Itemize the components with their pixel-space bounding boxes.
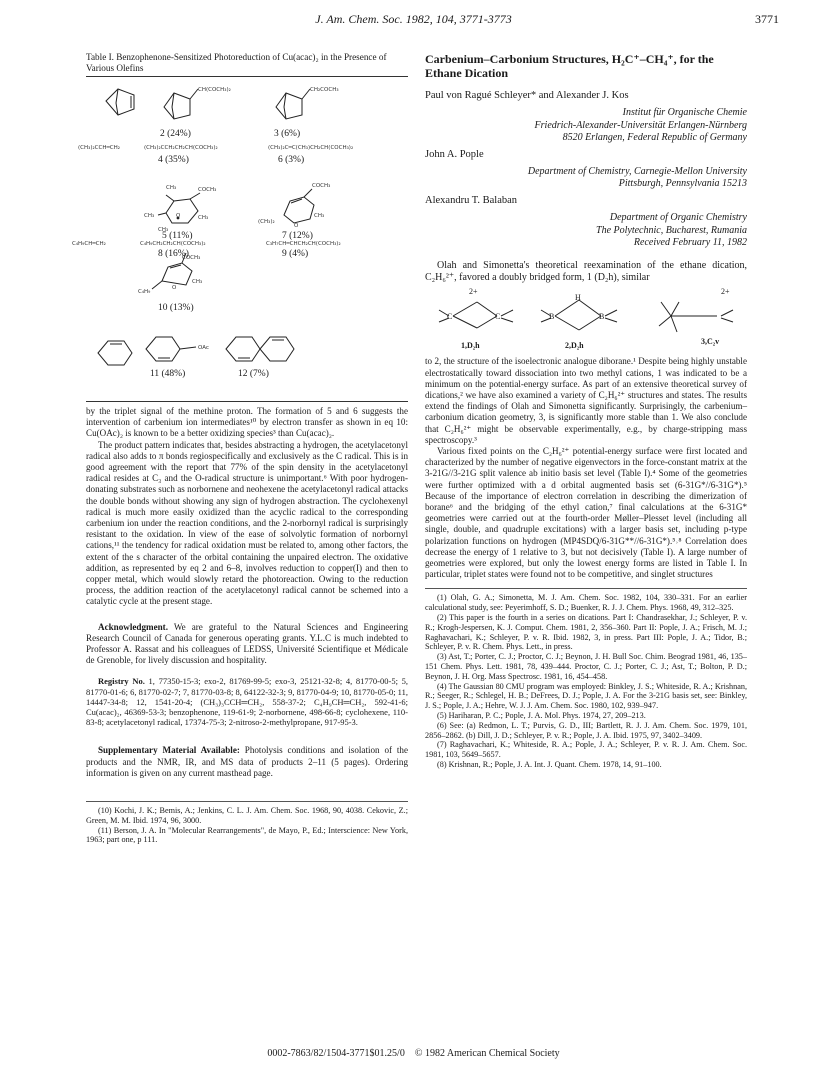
structure-label: 1,D₂h	[461, 341, 480, 351]
footnote: (6) See: (a) Redmon, L. T.; Purvis, G. D., III; Bartlett, R. J. J. Am. Chem. Soc. 1979, 101, 2856–2862. (b) Dill, J. D.; Schleyer, P. v. R.; Pople, J. A. Ibid. 1975, 97, 3402–3409.	[425, 720, 747, 740]
body-paragraph: to 2, the structure of the isoelectronic analogue diborane.¹ Despite being highly unstable electrostatically toward dissociation into two methyl cations, 1 was indicated to be a minimum on the potential-energy surface. As part of an extensive theoretical survey of dications,² we have also examined a variety of C₂H₆²⁺ structures and states. The results extend the findings of Olah and Simonetta significantly. Surprisingly, the carbenium–carbonium dication geometry, 3, is significantly more stable than 1. We also conclude that C₂H₆²⁺ might be observable experimentally, e.g., by charge-stripping mass spectroscopy.³	[425, 356, 747, 445]
affiliation-line: Institut für Organische Chemie	[622, 107, 747, 119]
cyclohexene-structure	[98, 341, 132, 365]
article-title: Carbenium–Carbonium Structures, H₂C⁺–CH₄⁺, for the Ethane Dication	[425, 52, 714, 80]
body-paragraph: by the triplet signal of the methine proton. The formation of 5 and 6 suggests the intervention of carbenium ion intermediates¹⁰ by electron transfer as shown in eq 10: Cu(OAc)₂ is known to be a better oxidizing species³ than Cu(acac)₂.	[86, 406, 408, 439]
footnote: (11) Berson, J. A. In "Molecular Rearrangements", de Mayo, P., Ed.; Interscience: New York, 1963; part one, p 111.	[86, 825, 408, 845]
formula-label: CH₃	[192, 279, 203, 285]
product-label: 8 (16%)	[158, 249, 189, 259]
formula-label: CH₃	[314, 213, 325, 219]
product-12-structure	[226, 337, 294, 361]
structure-label: 3,C₂v	[701, 337, 720, 347]
footnote: (4) The Gaussian 80 CMU program was employed: Binkley, J. S.; Whiteside, R. A.; Krishnan, R.; Seeger, R.; Schlegel, H. B.; DeFrees, D. J.; Pople, J. A. For the 3-21G basis set, see: Binkley, J. S.; Pople, J. A.; Hehre, W. J. J. Am. Chem. Soc. 1980, 102, 939–947.	[425, 681, 747, 711]
article-code: 0002-7863/82/1504-3771$01.25/0	[267, 1048, 405, 1059]
footnote: (3) Ast, T.; Porter, C. J.; Proctor, C. J.; Beynon, J. H. Bull Soc. Chim. Beograd 1981, 46, 135–151 Chem. Phys. Lett. 1981, 78, 439–444. Proctor, C. J.; Porter, C. J.; Ast, T.; Bolton, P. D.; Beynon, J. H. Org. Mass Spectrosc. 1981, 16, 454–458.	[425, 652, 747, 681]
product-label: 6 (3%)	[278, 155, 305, 165]
page-number: 3771	[755, 12, 779, 26]
formula-label: (CH₃)₂CCH═CH₂	[78, 145, 120, 151]
table-structures	[72, 77, 408, 397]
formula-label: C₃H₇CH═CHCH₂CH(COCH₃)₂	[266, 241, 341, 247]
formula-label: CH₃	[166, 185, 177, 191]
table-bottom-rule	[86, 401, 408, 402]
author-line: Alexandru T. Balaban	[425, 194, 518, 206]
formula-label: COCH₃	[198, 187, 217, 193]
structure-3-drawing	[659, 302, 733, 332]
affiliation-line: The Polytechnic, Bucharest, Rumania	[596, 224, 747, 236]
product-label: 12 (7%)	[238, 369, 269, 379]
left-footnotes	[86, 801, 408, 845]
formula-label: CH(COCH₃)₂	[198, 87, 231, 93]
product-label: 4 (35%)	[158, 155, 189, 165]
atom-label: C	[495, 312, 501, 322]
product-7-structure	[284, 189, 314, 223]
product-11-structure	[146, 337, 196, 361]
supplementary-text: Photolysis conditions and isolation of the products and the NMR, IR, and MS data of products 2–11 (5 pages). Ordering information is given on any current masthead page.	[86, 745, 408, 778]
supplementary-heading: Supplementary Material Available:	[98, 745, 240, 756]
formula-label: CH₃	[144, 213, 155, 219]
author-line: Paul von Ragué Schleyer* and Alexander J. Kos	[425, 90, 629, 101]
formula-label: COCH₃	[312, 183, 331, 189]
registry-heading: Registry No.	[98, 676, 145, 687]
acknowledgment-heading: Acknowledgment.	[98, 621, 168, 632]
product-label: 10 (13%)	[158, 303, 194, 313]
registry-text: 1, 77350-15-3; exo-2, 81769-99-5; exo-3, 25121-32-8; 4, 81770-00-5; 5, 81770-01-6; 6, 81770-02-7; 7, 81770-03-8; 8, 64122-32-3; 9, 81770-04-9; 10, 81770-05-0; 11, 14447-34-8; 12, 1541-20-4; (CH₃)₃CCH═CH₂, 558-37-2; C₄H₉CH═CH₂, 592-41-6; Cu(acac)₂, 46369-53-3; benzophenone, 119-61-9; 2-norbornene, 498-66-8; cyclohexene, 110-83-8; acetylacetonyl radical, 17374-75-3; 2-nitroso-2-methylpropane, 917-95-3.	[86, 676, 408, 728]
formula-label: C₄H₉CH═CH₂	[72, 241, 106, 247]
formula-label: O	[294, 223, 299, 229]
formula-label: OAc	[198, 345, 209, 351]
atom-label: B	[549, 312, 555, 322]
product-label: 5 (11%)	[162, 231, 193, 241]
formula-label: (CH₃)₂CCH₂CH₂CH(COCH₃)₂	[144, 145, 218, 151]
product-3-structure	[276, 89, 310, 119]
formula-label: C₄H₉	[138, 289, 151, 295]
formula-label: COCH₃	[182, 255, 201, 261]
footnote: (5) Hariharan, P. C.; Pople, J. A. Mol. Phys. 1974, 27, 209–213.	[437, 710, 646, 720]
affiliation	[425, 107, 747, 145]
norbornene-structure	[106, 89, 134, 115]
product-label: 9 (4%)	[282, 249, 309, 259]
affiliation	[425, 212, 747, 237]
formula-label: CH₃	[158, 227, 169, 233]
copyright: © 1982 American Chemical Society	[414, 1048, 560, 1059]
right-column	[425, 52, 747, 770]
acknowledgment	[86, 622, 408, 667]
page-header	[40, 12, 787, 32]
atom-label: H	[575, 293, 581, 303]
charge-label: 2+	[469, 287, 478, 297]
structure-label: 2,D₂h	[565, 341, 584, 351]
footnote: (7) Raghavachari, K.; Whiteside, R. A.; Pople, J. A.; Schleyer, P. v. R. J. Am. Chem. Soc. 1981, 103, 5649–5657.	[425, 740, 747, 760]
formula-label: O	[172, 285, 177, 291]
product-label: 2 (24%)	[160, 129, 191, 139]
formula-label: (CH₃)₂	[258, 219, 275, 225]
page-footer	[40, 1048, 787, 1059]
footnote: (8) Krishnan, R.; Pople, J. A. Int. J. Quant. Chem. 1978, 14, 91–100.	[437, 759, 662, 769]
acknowledgment-text: We are grateful to the Natural Sciences and Engineering Research Council of Canada for generous operating grants. Y.L.C is much indebted to Professor A. Rassat and his colleagues of LEDSS, Université Scientifique et Médicale de Grenoble, for lively discussion and hospitality.	[86, 621, 408, 666]
left-column	[72, 52, 408, 845]
product-label: 7 (12%)	[282, 231, 313, 241]
product-label: 11 (48%)	[150, 369, 186, 379]
product-2-structure	[164, 89, 198, 119]
atom-label: C	[447, 312, 453, 322]
body-paragraph: Various fixed points on the C₂H₆²⁺ potential-energy surface were first located and characterized by the number of negative eigenvectors in the force-constant matrix at the 3-21G//3-21G split valence ab initio basis set level (Table I).⁴ Some of the geometries were further optimized with a d orbital augmented basis set (6-31G*//6-31G*).⁵ Because of the importance of electron correlation in describing the dimerization of borane⁶ and the bridging of the ethyl cation,⁷ final calculations at the 6-31G* geometries were carried out at the fourth-order Møller–Plesset level (including all single, double, and quadruple excitations) with a larger basis set, including p-type polarization functions on hydrogen (MP4SDQ/6-31G**//6-31G*).⁵˒⁸ Correlation does decrease the energy of 1 relative to 3, but not decisively (Table I). A large number of geometries were explored, but only the lowest energy forms are listed in Table I. In particular, triplet states were found not to be competitive, and singlet structures	[425, 445, 747, 580]
charge-label: 2+	[721, 287, 730, 297]
affiliation	[425, 166, 747, 191]
body-paragraph: The product pattern indicates that, besides abstracting a hydrogen, the acetylacetonyl radical also adds to π bonds regiospecifically and exclusively as the C radical. This is in good agreement with the report that 77% of the spin density in the acetylacetonyl radical resides at C₃ and the O-radical structure is unimportant.⁶ With poor hydrogen-donating substrates such as norbornene and neohexene the acetylacetonyl radical attacks the double bonds without showing any sign of hydrogen abstraction. The cyclohexenyl radical is much more easily oxidized than the acyclic radical to the corresponding carbenium ion under the reaction conditions, and the 2-norbornyl radical is surprisingly resistant to the oxidation. In view of the ease of solvolytic formation of norbornyl cations,¹¹ the tendency for radical oxidation must be related to, among other factors, the extent of the s character of the orbital containing the unpaired electron. The oxidative addition, as represented by eq 2 and 6–8, involves reduction to copper(I) and then to copper metal, which would slowly retard the photoreaction. Owing to the reduction process, the addition reaction of the acetylacetonyl radical cannot be schemed into a catalytic cycle at the present stage.	[86, 439, 408, 607]
formula-label: CH₂COCH₃	[310, 87, 339, 93]
right-footnotes	[425, 588, 747, 769]
author-line: John A. Pople	[425, 148, 484, 160]
table-caption: Table I. Benzophenone-Sensitized Photoreduction of Cu(acac)₂ in the Presence of Various Olefins	[86, 52, 408, 77]
body-paragraph: Olah and Simonetta's theoretical reexamination of the ethane dication, C₂H₆²⁺, favored a doubly bridged form, 1 (D₂h), similar	[425, 260, 747, 284]
received-date: Received February 11, 1982	[633, 237, 747, 249]
affiliation-line: Friedrich-Alexander-Universität Erlangen-Nürnberg	[534, 119, 747, 131]
dication-structures	[425, 286, 747, 356]
affiliation-line: Pittsburgh, Pennsylvania 15213	[618, 178, 747, 190]
formula-label: O	[176, 213, 181, 219]
product-label: 3 (6%)	[274, 129, 301, 139]
footnote: (10) Kochi, J. K.; Bemis, A.; Jenkins, C. L. J. Am. Chem. Soc. 1968, 90, 4038. Cekovic, Z.; Green, M. M. Ibid. 1974, 96, 3000.	[86, 806, 408, 825]
structure-drawings	[86, 77, 408, 397]
affiliation-line: Department of Chemistry, Carnegie-Mellon University	[527, 165, 747, 177]
journal-citation: J. Am. Chem. Soc. 1982, 104, 3771-3773	[315, 12, 512, 26]
supplementary-material	[86, 745, 408, 779]
footnote: (2) This paper is the fourth in a series on dications. Part I: Chandrasekhar, J.; Schleyer, P. v. R.; Krogh-Jespersen, K. J. Comput. Chem. 1981, 2, 356–360. Part II: Pople, J. A.; Frisch, M. J.; Raghavachari, K.; Schleyer, P. v. R. Ibid. 1982, 3, in press. Part III: Pople, J. A.; Tidor, B.; Schleyer, P. v. R. Chem. Phys. Lett., in press.	[425, 612, 747, 652]
formula-label: CH₃	[198, 215, 209, 221]
affiliation-line: 8520 Erlangen, Federal Republic of Germany	[562, 132, 747, 144]
formula-label: (CH₃)₂C═C(CH₃)CH₂CH(COCH₃)₂	[268, 145, 354, 151]
atom-label: B	[599, 312, 605, 322]
footnote: (1) Olah, G. A.; Simonetta, M. J. Am. Chem. Soc. 1982, 104, 330–331. For an earlier calculational study, see: Peyerimhoff, S. D.; Buenker, R. J. J. Chem. Phys. 1968, 49, 312–325.	[425, 593, 747, 613]
registry-numbers	[86, 676, 408, 727]
affiliation-line: Department of Organic Chemistry	[609, 212, 747, 224]
formula-label: C₄H₉CH₂CH₂CH(COCH₃)₂	[140, 241, 206, 247]
